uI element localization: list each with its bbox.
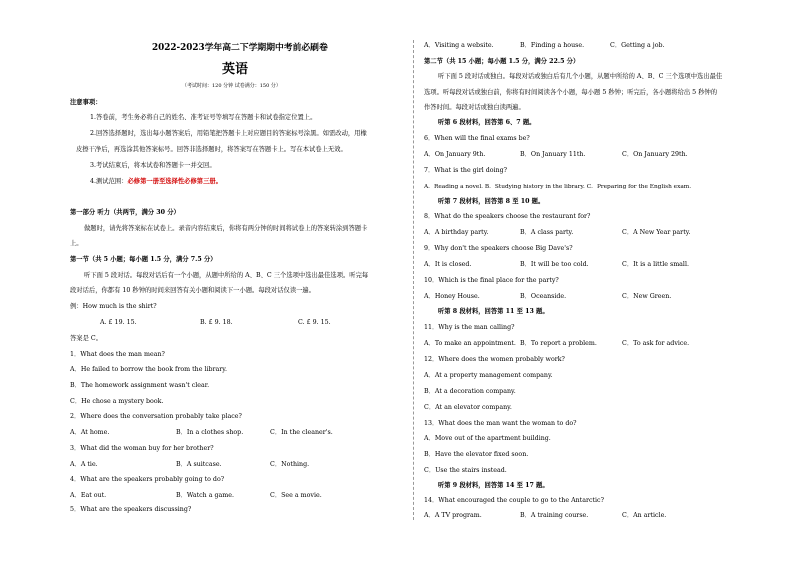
- q2-option-c: C．In the cleaner's.: [270, 429, 333, 436]
- section2-intro: 听下面 5 段对话或独白。每段对话或独白后有几个小题，从题中所给的 A、B、C 三个选项中选出最佳: [438, 73, 723, 80]
- question-7: 7．What is the girl doing?: [424, 167, 508, 174]
- q10-option-c: C．New Green.: [622, 293, 672, 300]
- q4-option-a: A．Eat out.: [70, 492, 107, 499]
- column-divider: [413, 40, 414, 520]
- q3-option-c: C．Nothing.: [270, 461, 310, 468]
- q13-option-c: C．Use the stairs instead.: [424, 467, 507, 474]
- q4-option-c: C．See a movie.: [270, 492, 322, 499]
- q13-option-a: A．Move out of the apartment building.: [424, 435, 551, 442]
- q5-option-a: A．Visiting a website.: [424, 42, 494, 49]
- q14-option-c: C．An article.: [622, 512, 667, 519]
- section1-intro-cont: 段对话后，你都有 10 秒钟的时间来回答有关小题和阅读下一小题。每段对话仅读一遍。: [70, 287, 316, 294]
- q8-option-b: B．A class party.: [520, 229, 574, 236]
- q1-option-c: C．He chose a mystery book.: [70, 398, 164, 405]
- question-1: 1．What does the man mean?: [70, 351, 165, 358]
- test-scope: 必修第一册至选择性必修第三册。: [127, 178, 222, 185]
- note-2: 2.回答选择题时，选出每小题答案后，用铅笔把答题卡上对应题目的答案标号涂黑。如需改动，用橡: [90, 130, 367, 137]
- q3-option-b: B．A suitcase.: [176, 461, 222, 468]
- section2-intro-end: 作答时间。每段对话或独白读两遍。: [424, 104, 525, 111]
- note-4: [90, 178, 222, 186]
- section1-intro: 听下面 5 段对话。每段对话后有一个小题，从题中所给的 A、B、C 三个选项中选出最佳选项。听完每: [84, 272, 369, 279]
- group-8-heading: 听第 8 段材料，回答第 11 至 13 题。: [438, 308, 549, 315]
- example-option-b: B. £ 9. 18.: [200, 319, 233, 326]
- q9-option-a: A．It is closed.: [424, 261, 472, 268]
- q6-option-c: C．On January 29th.: [622, 151, 688, 158]
- q11-option-a: A．To make an appointment.: [424, 340, 516, 347]
- q3-option-a: A．A tie.: [70, 461, 98, 468]
- note-2-cont: 皮擦干净后，再选涂其他答案标号。回答非选择题时，将答案写在答题卡上。写在本试卷上无效。: [76, 146, 347, 153]
- q14-option-a: A．A TV program.: [424, 512, 482, 519]
- q11-option-c: C．To ask for advice.: [622, 340, 690, 347]
- note-3: 3.考试结束后，将本试卷和答题卡一并交回。: [90, 162, 216, 169]
- q9-option-b: B．It will be too cold.: [520, 261, 589, 268]
- q10-option-b: B．Oceanside.: [520, 293, 567, 300]
- q14-option-b: B．A training course.: [520, 512, 589, 519]
- q13-option-b: B．Have the elevator fixed soon.: [424, 451, 529, 458]
- q4-option-b: B．Watch a game.: [176, 492, 234, 499]
- q11-option-b: B．To report a problem.: [520, 340, 597, 347]
- group-9-heading: 听第 9 段材料，回答第 14 至 17 题。: [438, 482, 549, 489]
- example-answer: 答案是 C。: [70, 335, 103, 342]
- q12-option-b: B．At a decoration company.: [424, 388, 516, 395]
- q5-option-c: C．Getting a job.: [610, 42, 665, 49]
- question-6: 6．When will the final exams be?: [424, 135, 530, 142]
- exam-title: 2022-2023学年高二下学期期中考前必刷卷: [152, 43, 328, 53]
- q12-option-a: A．At a property management company.: [424, 372, 553, 379]
- note-1: 1.答卷前，考生务必将自己的姓名、准考证号等填写在答题卡和试卷指定位置上。: [90, 114, 317, 121]
- q12-option-c: C．At an elevator company.: [424, 404, 512, 411]
- q6-option-a: A．On January 9th.: [424, 151, 486, 158]
- q10-option-a: A．Honey House.: [424, 293, 480, 300]
- example-option-a: A. £ 19. 15.: [100, 319, 137, 326]
- question-4: 4．What are the speakers probably going to do?: [70, 476, 225, 483]
- question-8: 8．What do the speakers choose the restaurant for?: [424, 213, 591, 220]
- question-9: 9．Why don't the speakers choose Big Dave's?: [424, 245, 573, 252]
- q8-option-c: C．A New Year party.: [622, 229, 691, 236]
- section1-heading: 第一节（共 5 小题；每小题 1.5 分，满分 7.5 分）: [70, 256, 217, 263]
- q6-option-b: B．On January 11th.: [520, 151, 586, 158]
- q8-option-a: A．A birthday party.: [424, 229, 489, 236]
- subject-title: 英语: [222, 62, 249, 77]
- section2-intro-cont: 选项。听每段对话或独白前，你将有时间阅读各个小题，每小题 5 秒钟；听完后，各小题将给出 5 秒钟的: [424, 89, 718, 96]
- example-option-c: C. £ 9. 15.: [298, 319, 331, 326]
- question-10: 10．Which is the final place for the party?: [424, 277, 559, 284]
- question-14: 14．What encouraged the couple to go to the Antarctic?: [424, 497, 604, 504]
- part1-intro-cont: 上。: [70, 240, 83, 247]
- group-7-heading: 听第 7 段材料，回答第 8 至 10 题。: [438, 198, 545, 205]
- q2-option-a: A．At home.: [70, 429, 110, 436]
- example-question: 例：How much is the shirt?: [70, 303, 157, 310]
- group-6-heading: 听第 6 段材料，回答第 6、7 题。: [438, 119, 536, 126]
- question-2: 2．Where does the conversation probably take place?: [70, 413, 242, 420]
- q5-option-b: B．Finding a house.: [520, 42, 585, 49]
- note-4-label: 4.测试范围：: [90, 178, 128, 185]
- question-13: 13．What does the man want the woman to do?: [424, 420, 577, 427]
- question-3: 3．What did the woman buy for her brother?: [70, 445, 214, 452]
- q2-option-b: B．In a clothes shop.: [176, 429, 244, 436]
- part1-intro: 做题时，请先将答案标在试卷上。录音内容结束后，你将有两分钟的时间将试卷上的答案转涂到答题卡: [84, 225, 368, 232]
- question-11: 11．Why is the man calling?: [424, 324, 515, 331]
- q7-options: A．Reading a novel. B．Studying history in the library. C．Preparing for the English exam.: [424, 184, 692, 190]
- q1-option-a: A．He failed to borrow the book from the library.: [70, 366, 228, 373]
- notes-heading: 注意事项：: [70, 99, 102, 106]
- exam-meta: （考试时间：120 分钟 试卷满分：150 分）: [182, 83, 281, 89]
- q1-option-b: B．The homework assignment wasn't clear.: [70, 382, 210, 389]
- q9-option-c: C．It is a little small.: [622, 261, 689, 268]
- section2-heading: 第二节（共 15 小题；每小题 1.5 分，满分 22.5 分）: [424, 58, 580, 65]
- part1-heading: 第一部分 听力（共两节，满分 30 分）: [70, 209, 180, 216]
- question-12: 12．Where does the women probably work?: [424, 356, 565, 363]
- question-5: 5．What are the speakers discussing?: [70, 506, 192, 513]
